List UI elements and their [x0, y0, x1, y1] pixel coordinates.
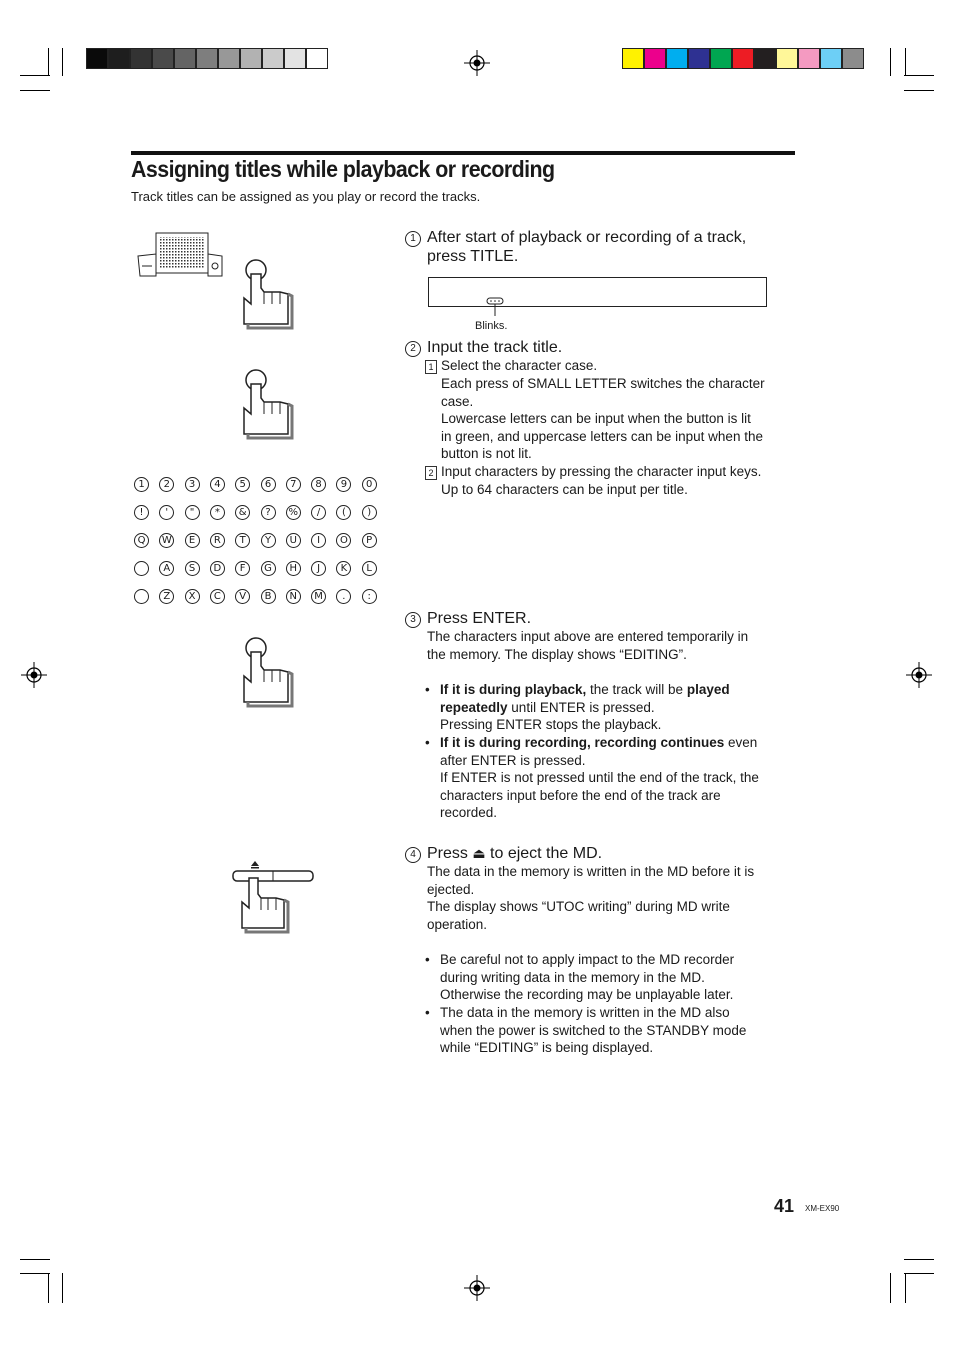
- registration-mark-icon: [464, 1275, 490, 1301]
- model-number: XM-EX90: [805, 1204, 840, 1213]
- color-swatch: [622, 48, 644, 69]
- key-button: 7: [286, 477, 301, 492]
- pressing-hand-icon: [240, 368, 296, 444]
- gray-swatch: [86, 48, 108, 69]
- title-rule: [131, 151, 795, 155]
- step3-heading: [405, 609, 531, 628]
- step1-heading: [405, 228, 746, 266]
- step-number: 2: [405, 341, 421, 357]
- key-button: C: [210, 589, 225, 604]
- text-line: when the power is switched to the STANDBY mode: [440, 1022, 747, 1038]
- text-line: recorded.: [440, 805, 498, 820]
- text-line: Lowercase letters can be input when the button is lit: [441, 411, 751, 426]
- pressing-hand-icon: [240, 636, 296, 712]
- key-button: K: [336, 561, 351, 576]
- color-swatch: [710, 48, 732, 69]
- gray-swatch: [108, 48, 130, 69]
- key-button: ): [362, 505, 377, 520]
- key-button: V: [235, 589, 250, 604]
- gray-swatch: [306, 48, 328, 69]
- key-button: G: [261, 561, 276, 576]
- substep-number: 2: [425, 466, 437, 480]
- gray-swatch: [196, 48, 218, 69]
- step4-title-post: to eject the MD.: [485, 845, 603, 862]
- page-number: 41: [774, 1196, 795, 1216]
- key-button: [134, 589, 149, 604]
- step4-title-pre: Press: [427, 845, 473, 862]
- color-swatch: [820, 48, 842, 69]
- step4-desc: [427, 863, 797, 933]
- key-button: M: [311, 589, 326, 604]
- text-line: button is not lit.: [441, 446, 532, 461]
- key-button: I: [311, 533, 326, 548]
- color-swatch: [798, 48, 820, 69]
- text-line: The data in the memory is written in the MD also: [440, 1005, 730, 1020]
- remote-control-icon: [136, 230, 226, 280]
- step-number: 1: [405, 231, 421, 247]
- sub2-title: Input characters by pressing the character input keys.: [441, 464, 762, 479]
- key-button: P: [362, 533, 377, 548]
- text-line: while “EDITING” is being displayed.: [440, 1040, 654, 1055]
- registration-mark-icon: [21, 662, 47, 688]
- key-button: .: [336, 589, 351, 604]
- step2-sub1-desc: [441, 375, 801, 463]
- step4-heading: [405, 844, 602, 864]
- text-line: during writing data in the memory in the MD.: [440, 969, 705, 985]
- key-button: R: [210, 533, 225, 548]
- text-line: The characters input above are entered temporarily in: [427, 629, 749, 644]
- key-button: J: [311, 561, 326, 576]
- blinks-label: Blinks.: [475, 320, 508, 332]
- bold-text: If it is during recording, recording continues: [440, 735, 725, 750]
- text-line: operation.: [427, 916, 488, 932]
- key-button: L: [362, 561, 377, 576]
- step-number: 4: [405, 847, 421, 863]
- color-swatch: [644, 48, 666, 69]
- substep-number: 1: [425, 360, 437, 374]
- gray-swatch: [174, 48, 196, 69]
- key-button: H: [286, 561, 301, 576]
- text-line: Otherwise the recording may be unplayable later.: [440, 987, 734, 1002]
- key-button: B: [261, 589, 276, 604]
- color-swatch: [688, 48, 710, 69]
- text-line: case.: [441, 393, 474, 409]
- key-button: E: [185, 533, 200, 548]
- key-button: F: [235, 561, 250, 576]
- text-line: Be careful not to apply impact to the MD recorder: [440, 952, 735, 967]
- step2-sub2: [425, 463, 797, 481]
- key-button: /: [311, 505, 326, 520]
- gray-swatch: [240, 48, 262, 69]
- registration-mark-icon: [906, 662, 932, 688]
- registration-mark-icon: [464, 50, 490, 76]
- color-swatch: [732, 48, 754, 69]
- key-button: 6: [261, 477, 276, 492]
- step2-sub1: [425, 357, 797, 375]
- bold-text: If it is during playback,: [440, 682, 587, 697]
- key-button: N: [286, 589, 301, 604]
- gray-swatch: [262, 48, 284, 69]
- text-line: ejected.: [427, 881, 475, 897]
- text-line: The display shows “UTOC writing” during MD write: [427, 899, 730, 914]
- text-line: characters input before the end of the track are: [440, 787, 721, 803]
- key-button: *: [210, 505, 225, 520]
- text-line: in green, and uppercase letters can be input when the: [441, 428, 763, 444]
- key-button: ?: [261, 505, 276, 520]
- key-button: S: [185, 561, 200, 576]
- key-button: %: [286, 505, 301, 520]
- step1-line1: After start of playback or recording of a track,: [427, 229, 747, 246]
- blinking-cursor-icon: [484, 296, 506, 318]
- step3-desc: [427, 628, 797, 663]
- step3-title: Press ENTER.: [427, 610, 532, 627]
- key-button: W: [159, 533, 174, 548]
- bold-text: repeatedly: [440, 699, 508, 715]
- color-swatch: [842, 48, 864, 69]
- text-line: Pressing ENTER stops the playback.: [440, 717, 662, 732]
- gray-swatch: [152, 48, 174, 69]
- color-swatch: [754, 48, 776, 69]
- key-button: 3: [185, 477, 200, 492]
- key-button: &: [235, 505, 250, 520]
- step2-title: Input the track title.: [427, 339, 563, 356]
- key-button: 4: [210, 477, 225, 492]
- key-button: X: [185, 589, 200, 604]
- text-line: The data in the memory is written in the MD before it is: [427, 864, 755, 879]
- gray-swatch: [130, 48, 152, 69]
- key-button: ": [185, 505, 200, 520]
- key-button: T: [235, 533, 250, 548]
- key-button: ': [159, 505, 174, 520]
- key-button: (: [336, 505, 351, 520]
- key-button: 8: [311, 477, 326, 492]
- text: the track will be: [586, 682, 687, 697]
- pressing-hand-icon: [240, 258, 296, 334]
- gray-swatch: [218, 48, 240, 69]
- text: even: [724, 735, 758, 750]
- display-panel: [428, 277, 767, 307]
- key-button: D: [210, 561, 225, 576]
- text-line: the memory. The display shows “EDITING”.: [427, 646, 687, 662]
- key-button: 2: [159, 477, 174, 492]
- step-number: 3: [405, 612, 421, 628]
- key-button: Q: [134, 533, 149, 548]
- key-button: 0: [362, 477, 377, 492]
- eject-button-hand-icon: [230, 858, 320, 938]
- color-swatch: [666, 48, 688, 69]
- key-button: !: [134, 505, 149, 520]
- key-button: [134, 561, 149, 576]
- key-button: U: [286, 533, 301, 548]
- text-line: after ENTER is pressed.: [440, 752, 586, 768]
- text-line: Each press of SMALL LETTER switches the character: [441, 376, 765, 391]
- page-title: Assigning titles while playback or recording: [131, 156, 555, 182]
- key-button: O: [336, 533, 351, 548]
- key-button: 9: [336, 477, 351, 492]
- key-button: 5: [235, 477, 250, 492]
- key-button: Y: [261, 533, 276, 548]
- sub1-title: Select the character case.: [441, 358, 598, 373]
- text: until ENTER is pressed.: [507, 699, 655, 715]
- eject-icon: ⏏: [472, 846, 486, 862]
- step1-line2: press TITLE.: [427, 248, 519, 265]
- bold-text: played: [686, 682, 730, 697]
- key-button: :: [362, 589, 377, 604]
- gray-swatch: [284, 48, 306, 69]
- color-swatch: [776, 48, 798, 69]
- key-button: A: [159, 561, 174, 576]
- key-button: Z: [159, 589, 174, 604]
- text-line: If ENTER is not pressed until the end of the track, the: [440, 770, 759, 785]
- intro-text: Track titles can be assigned as you play or record the tracks.: [131, 189, 481, 204]
- key-button: 1: [134, 477, 149, 492]
- sub2-line: Up to 64 characters can be input per title.: [441, 482, 688, 497]
- step2-heading: [405, 338, 562, 357]
